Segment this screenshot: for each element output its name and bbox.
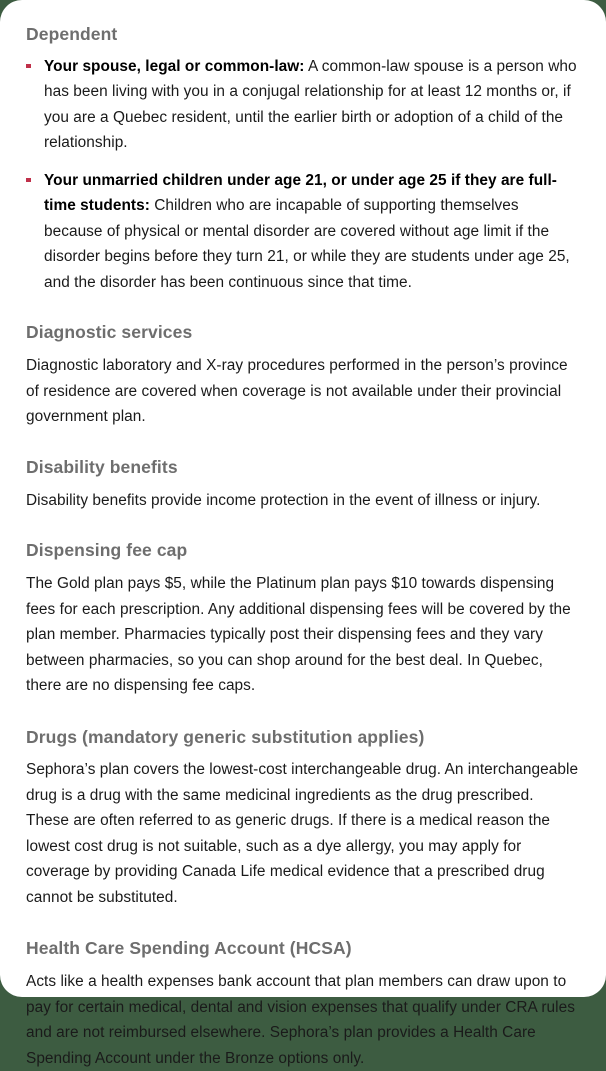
section-diagnostic-services (26, 322, 580, 429)
section-health-care-spending-account (26, 938, 580, 1071)
section-body-dispensing-fee-cap: The Gold plan pays $5, while the Platinum plan pays $10 towards dispensing fees for each prescription. Any additional dispensing fees will be covered by the plan member. Pharmacies typically post their dispensing fees and they vary between pharmacies, so you can shop around for the best deal. In Quebec, there are no dispensing fee caps. (26, 575, 571, 694)
section-heading-disability-benefits: Disability benefits (26, 456, 178, 477)
dependent-bullet-list (26, 54, 580, 296)
section-dependent (26, 24, 580, 295)
section-disability-benefits (26, 457, 580, 513)
section-body-drugs: Sephora’s plan covers the lowest-cost interchangeable drug. An interchangeable drug is a drug with the same medicinal ingredients as the drug prescribed. These are often referred to as generic drugs. If there is a medical reason the lowest cost drug is not suitable, such as a dye allergy, you may apply for coverage by providing Canada Life medical evidence that a prescribed drug cannot be substituted. (26, 761, 579, 906)
section-body-diagnostic-services: Diagnostic laboratory and X-ray procedures performed in the person’s province of residence are covered when coverage is not available under their provincial government plan. (26, 357, 568, 426)
list-item-lead: Your unmarried children under age 21, or under age 25 if they are full-time students: (44, 171, 557, 215)
section-drugs (26, 727, 580, 911)
list-item-lead: Your spouse, legal or common-law: (44, 57, 305, 75)
section-body-health-care-spending-account: Acts like a health expenses bank account that plan members can draw upon to pay for certain medical, dental and vision expenses that qualify under CRA rules and are not reimbursed elsewhere. Sephora’s plan provides a Health Care Spending Account under the Bronze options only. (26, 973, 575, 1067)
bullet-square-icon (26, 178, 31, 183)
list-item (26, 54, 580, 156)
section-body-disability-benefits: Disability benefits provide income protection in the event of illness or injury. (26, 491, 541, 509)
section-heading-diagnostic-services: Diagnostic services (26, 322, 193, 343)
list-item-text: Children who are incapable of supporting themselves because of physical or mental disorder are covered without age limit if the disorder begins before they turn 21, or while they are students under age 25, and the disorder has been continuous since that time. (44, 197, 570, 291)
section-heading-health-care-spending-account: Health Care Spending Account (HCSA) (26, 938, 352, 959)
section-heading-dispensing-fee-cap: Dispensing fee cap (26, 540, 188, 561)
list-item (26, 168, 580, 296)
section-heading-drugs: Drugs (mandatory generic substitution applies) (26, 726, 425, 747)
bullet-square-icon (26, 64, 31, 69)
section-dispensing-fee-cap (26, 540, 580, 698)
list-item-text: A common-law spouse is a person who has been living with you in a conjugal relationship for at least 12 months or, if you are a Quebec resident, until the earlier birth or adoption of a child of the relationship. (44, 57, 577, 152)
section-heading-dependent: Dependent (26, 24, 118, 44)
